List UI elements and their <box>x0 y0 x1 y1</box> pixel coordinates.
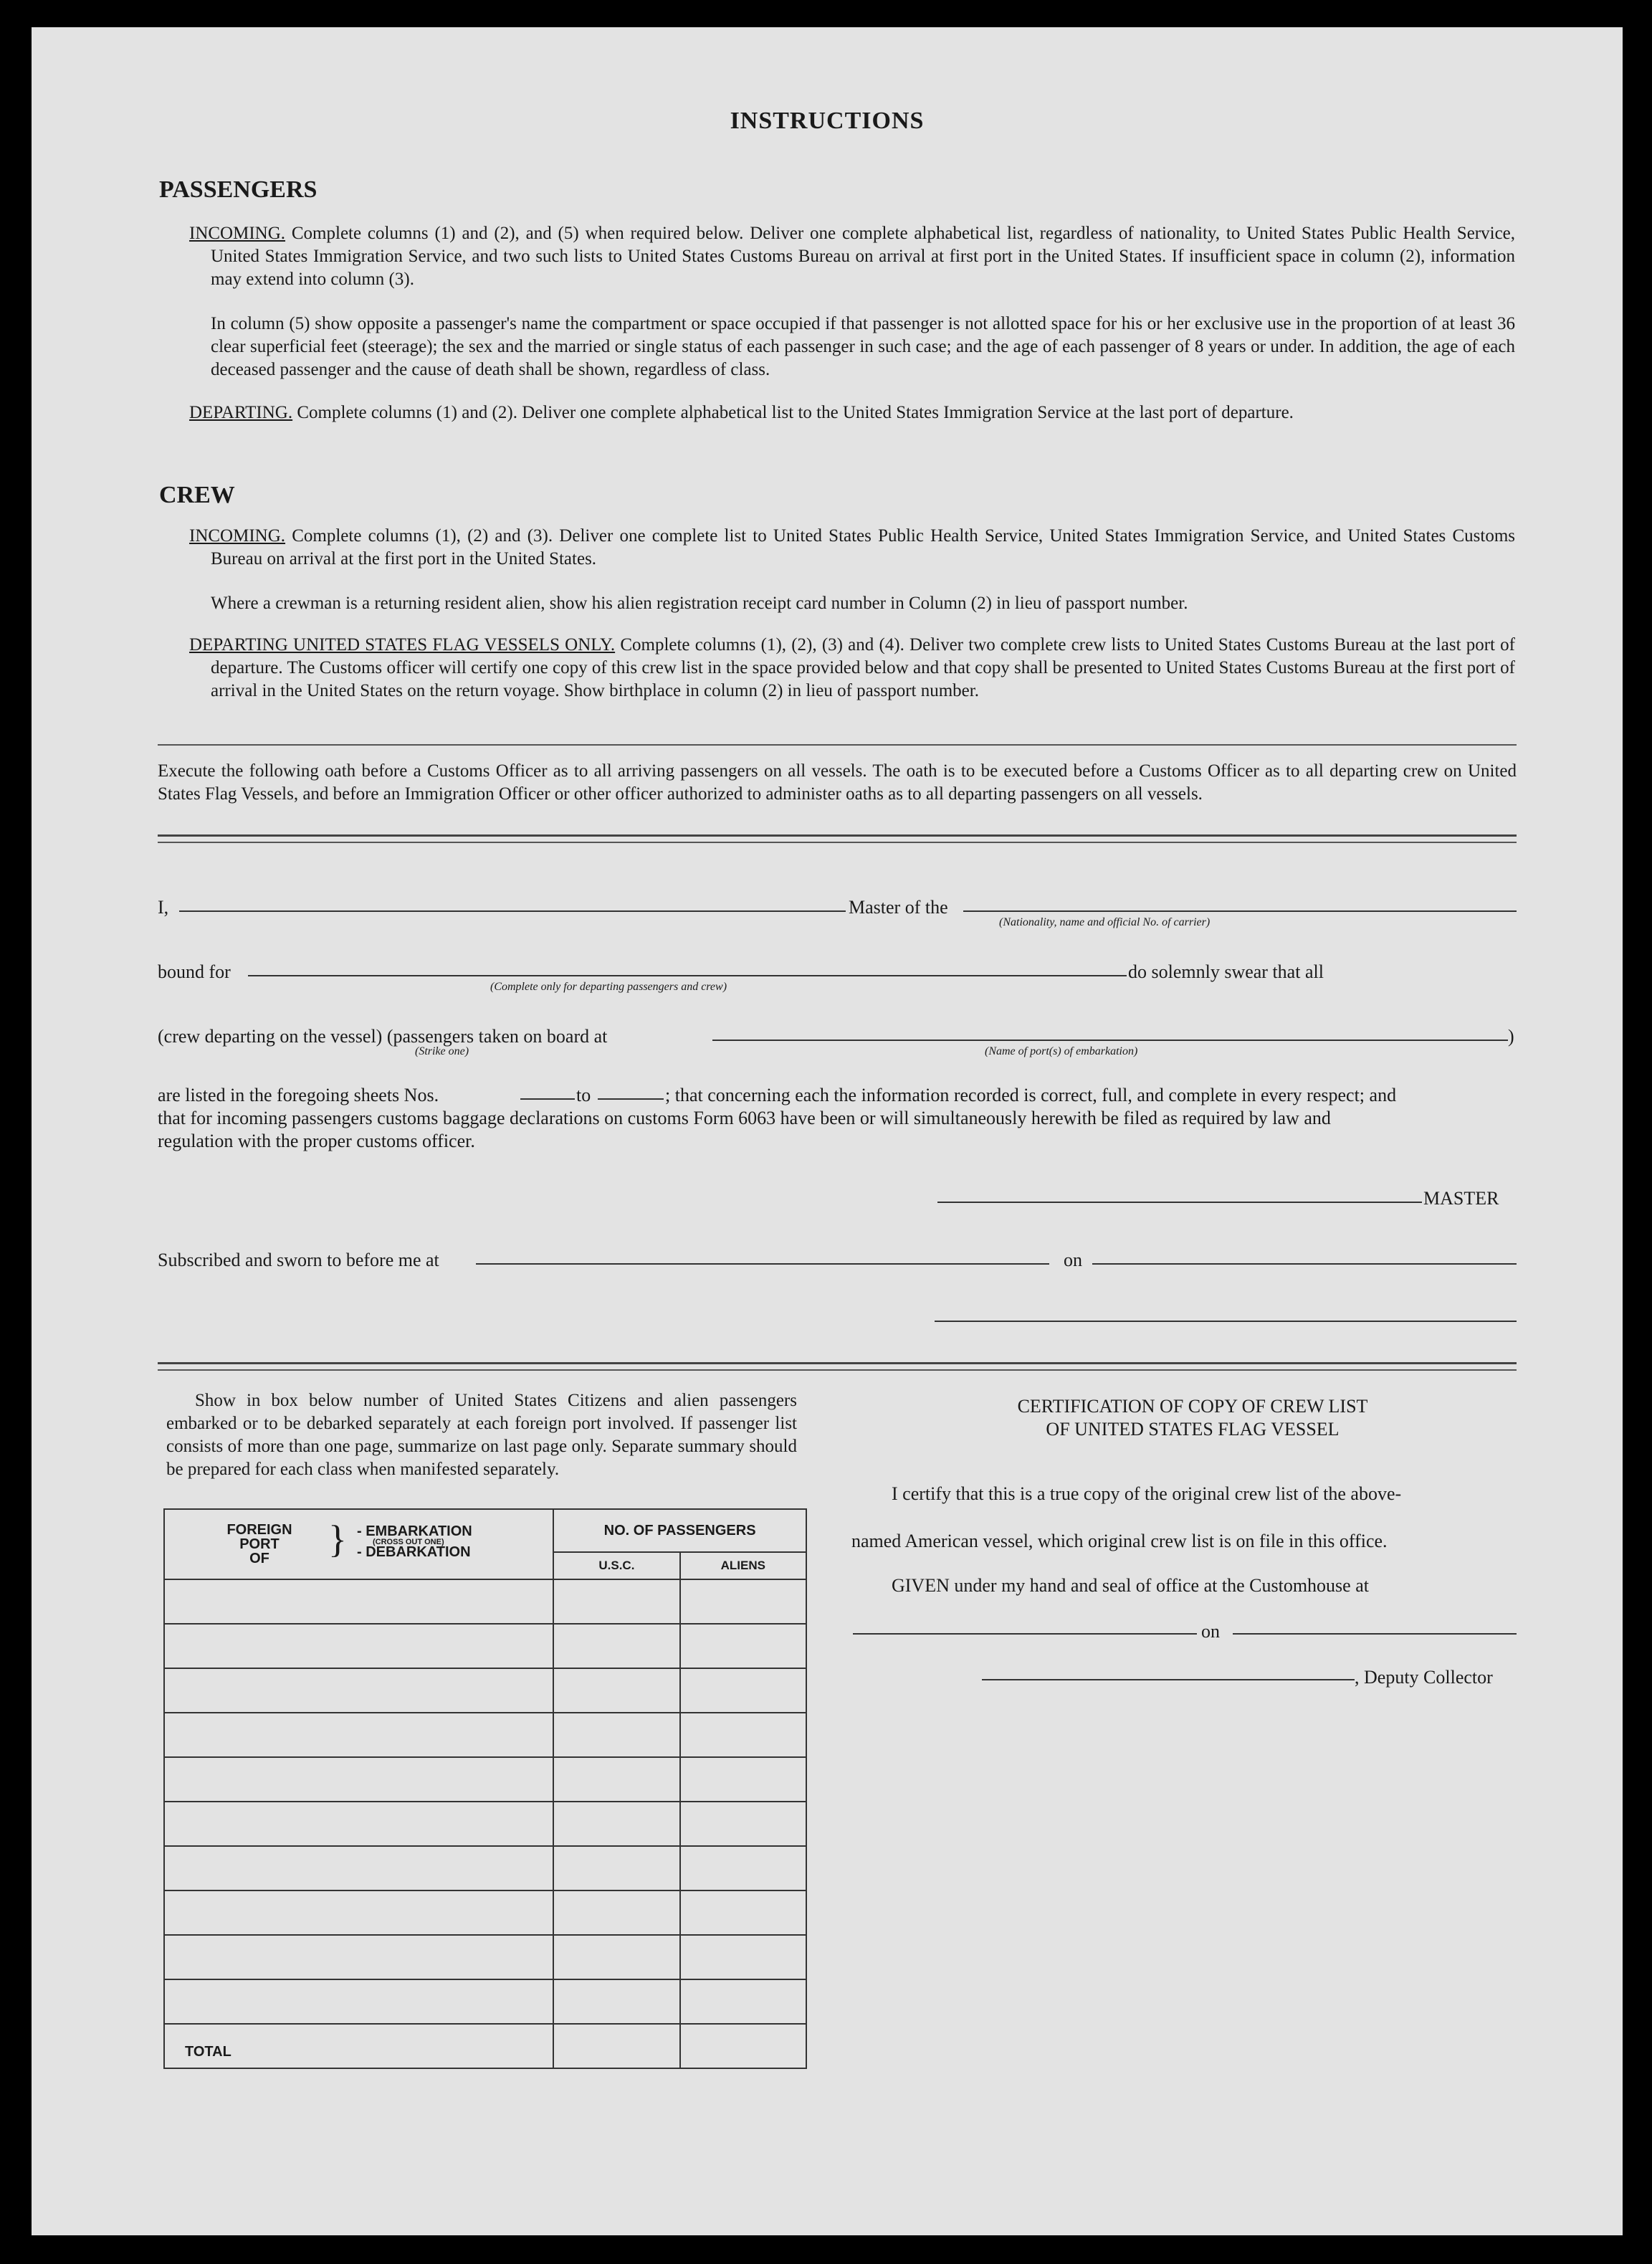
crew-departing-text: (crew departing on the vessel) (passengers taken on board at <box>158 1026 608 1047</box>
brace-glyph: } <box>328 1518 347 1561</box>
passengers-departing-paragraph <box>189 401 1515 424</box>
aliens-cell[interactable] <box>680 1935 806 1979</box>
passengers-column5-paragraph: In column (5) show opposite a passenger's name the compartment or space occupied if that passenger is not allotted space for his or her exclusive use in the proportion of at least 36 clear superficial feet (steerage); the sex and the married or single status of each passenger in such case; and the age of each passenger of 8 years or under. In addition, the age of each deceased passenger and the cause of death shall be shown, regardless of class. <box>211 314 1515 379</box>
given-line: GIVEN under my hand and seal of office at the Customhouse at <box>892 1575 1369 1596</box>
aliens-cell[interactable] <box>680 1890 806 1935</box>
crew-departing-label: DEPARTING UNITED STATES FLAG VESSELS ONLY. <box>189 635 616 655</box>
certify-line-1: I certify that this is a true copy of the original crew list of the above- <box>892 1483 1402 1504</box>
passengers-heading: PASSENGERS <box>159 176 317 203</box>
passengers-departing-label: DEPARTING. <box>189 403 293 422</box>
port-cell[interactable] <box>164 1579 553 1624</box>
port-cell[interactable] <box>164 1757 553 1802</box>
oath-instructions: Execute the following oath before a Customs Officer as to all arriving passengers on all vessels. The oath is to be executed before a Customs Officer as to all departing crew on United States Flag Vessels, and before an Immigration Officer or other officer authorized to administer oaths as to all departing passengers on all vessels. <box>158 761 1517 804</box>
subscribed-on-label: on <box>1064 1250 1082 1270</box>
usc-cell[interactable] <box>553 1935 679 1979</box>
aliens-cell[interactable] <box>680 1846 806 1890</box>
port-cell[interactable] <box>164 1802 553 1846</box>
summary-instructions: Show in box below number of United States Citizens and alien passengers embarked or to be debarked separately at each foreign port involved. If passenger list consists of more than one page, summarize on last page only. Separate summary should be prepared for each class when manifested separately. <box>166 1391 797 1479</box>
oath-i-label: I, <box>158 897 169 918</box>
subscribed-date-field[interactable] <box>1092 1249 1517 1265</box>
certify-line-2: named American vessel, which original crew list is on file in this office. <box>851 1531 1388 1551</box>
port-cell[interactable] <box>164 1935 553 1979</box>
document-page <box>32 27 1623 2235</box>
master-name-field[interactable] <box>179 896 846 912</box>
divider <box>158 842 1517 843</box>
port-cell[interactable] <box>164 1668 553 1713</box>
deputy-collector-label: , Deputy Collector <box>1355 1667 1493 1688</box>
aliens-cell[interactable] <box>680 1713 806 1757</box>
strike-one-hint: (Strike one) <box>415 1045 469 1057</box>
passengers-departing-text: Complete columns (1) and (2). Deliver one complete alphabetical list to the United States Immigration Service at the last port of departure. <box>297 403 1294 422</box>
carrier-field[interactable] <box>963 896 1517 912</box>
sheet-to-field[interactable] <box>598 1084 664 1100</box>
master-of-label: Master of the <box>849 897 948 918</box>
listed-sheets-text: ; that concerning each the information recorded is correct, full, and complete in every respect; and <box>665 1085 1397 1105</box>
crew-departing-text: Complete columns (1), (2), (3) and (4). Deliver two complete crew lists to United States Customs Bureau at the last port of departure. The Customs officer will certify one copy of this crew list in the space provided below and that copy shall be presented to United States Customs Bureau at the first port of arrival in the United States on the return voyage. Show birthplace in column (2) in lieu of passport number. <box>211 635 1515 700</box>
nationality-hint: (Nationality, name and official No. of carrier) <box>999 916 1211 928</box>
subscribed-label: Subscribed and sworn to before me at <box>158 1250 439 1270</box>
crew-incoming-label: INCOMING. <box>189 526 286 546</box>
usc-cell[interactable] <box>553 1668 679 1713</box>
port-cell[interactable] <box>164 1624 553 1668</box>
embarkation-label: - EMBARKATION <box>357 1523 472 1539</box>
usc-cell[interactable] <box>553 1846 679 1890</box>
usc-cell[interactable] <box>553 1890 679 1935</box>
divider <box>158 834 1517 837</box>
usc-cell[interactable] <box>553 1802 679 1846</box>
deputy-signature-field[interactable] <box>982 1665 1355 1680</box>
usc-cell[interactable] <box>553 1757 679 1802</box>
crew-incoming-paragraph <box>189 525 1515 571</box>
aliens-cell[interactable] <box>680 1757 806 1802</box>
officer-signature-field[interactable] <box>935 1306 1517 1322</box>
port-cell[interactable] <box>164 1713 553 1757</box>
usc-cell[interactable] <box>553 1713 679 1757</box>
usc-total-cell[interactable] <box>553 2024 679 2068</box>
crew-resident-paragraph: Where a crewman is a returning resident alien, show his alien registration receipt card number in Column (2) in lieu of passport number. <box>211 594 1188 613</box>
bound-for-label: bound for <box>158 961 231 982</box>
do-swear-label: do solemnly swear that all <box>1128 961 1324 982</box>
port-name-hint: (Name of port(s) of embarkation) <box>985 1045 1138 1057</box>
sheet-from-field[interactable] <box>520 1084 575 1100</box>
usc-cell[interactable] <box>553 1624 679 1668</box>
certification-heading-1: CERTIFICATION OF COPY OF CREW LIST <box>1017 1396 1368 1417</box>
aliens-cell[interactable] <box>680 1802 806 1846</box>
crew-departing-paragraph <box>189 634 1515 703</box>
certification-heading-2: OF UNITED STATES FLAG VESSEL <box>1046 1419 1340 1440</box>
oath-line-2: that for incoming passengers customs baggage declarations on customs Form 6063 have been or will simultaneously herewith be filed as required by law and <box>158 1108 1331 1128</box>
crew-heading: CREW <box>159 482 235 508</box>
cert-date-field[interactable] <box>1233 1619 1517 1635</box>
port-cell[interactable] <box>164 1846 553 1890</box>
cert-on-label: on <box>1201 1621 1220 1642</box>
no-of-passengers-header: NO. OF PASSENGERS <box>553 1509 806 1552</box>
oath-line-3: regulation with the proper customs officer. <box>158 1131 475 1151</box>
page-title: INSTRUCTIONS <box>730 108 925 134</box>
aliens-total-cell[interactable] <box>680 2024 806 2068</box>
usc-header: U.S.C. <box>553 1552 679 1579</box>
aliens-cell[interactable] <box>680 1979 806 2024</box>
debarkation-label: - DEBARKATION <box>357 1544 471 1560</box>
passengers-incoming-label: INCOMING. <box>189 224 286 243</box>
usc-cell[interactable] <box>553 1979 679 2024</box>
port-cell[interactable] <box>164 1890 553 1935</box>
master-signature-field[interactable] <box>937 1187 1422 1203</box>
bound-for-field[interactable] <box>248 961 1127 976</box>
customhouse-field[interactable] <box>853 1619 1197 1635</box>
aliens-header: ALIENS <box>680 1552 806 1579</box>
master-label: MASTER <box>1423 1188 1499 1209</box>
close-paren: ) <box>1508 1026 1514 1047</box>
aliens-cell[interactable] <box>680 1579 806 1624</box>
divider <box>158 744 1517 746</box>
cross-out-label: (CROSS OUT ONE) <box>373 1538 444 1546</box>
foreign-label: FOREIGN <box>226 1522 292 1538</box>
aliens-cell[interactable] <box>680 1668 806 1713</box>
of-label: OF <box>249 1551 269 1566</box>
passengers-incoming-text: Complete columns (1) and (2), and (5) when required below. Deliver one complete alphabetical list, regardless of nationality, to United States Public Health Service, United States Immigration Service, and two such lists to United States Customs Bureau on arrival at first port in the United States. If insufficient space in column (2), information may extend into column (3). <box>211 224 1516 289</box>
subscribed-place-field[interactable] <box>476 1249 1049 1265</box>
listed-sheets-label: are listed in the foregoing sheets Nos. <box>158 1085 439 1105</box>
passengers-incoming-paragraph <box>189 222 1515 291</box>
complete-only-hint: (Complete only for departing passengers and crew) <box>490 981 727 993</box>
listed-to-label: to <box>576 1085 591 1105</box>
crew-incoming-text: Complete columns (1), (2) and (3). Deliver one complete list to United States Public Health Service, United States Immigration Service, and United States Customs Bureau on arrival at the first port in the United States. <box>211 526 1515 569</box>
divider <box>158 1369 1517 1371</box>
usc-cell[interactable] <box>553 1579 679 1624</box>
port-header-cell <box>164 1509 553 1579</box>
passenger-summary-table <box>163 1508 807 2069</box>
port-cell[interactable] <box>164 1979 553 2024</box>
embarkation-port-field[interactable] <box>712 1025 1508 1041</box>
aliens-cell[interactable] <box>680 1624 806 1668</box>
port-label: PORT <box>239 1536 280 1552</box>
divider <box>158 1362 1517 1364</box>
total-label: TOTAL <box>164 2024 553 2068</box>
